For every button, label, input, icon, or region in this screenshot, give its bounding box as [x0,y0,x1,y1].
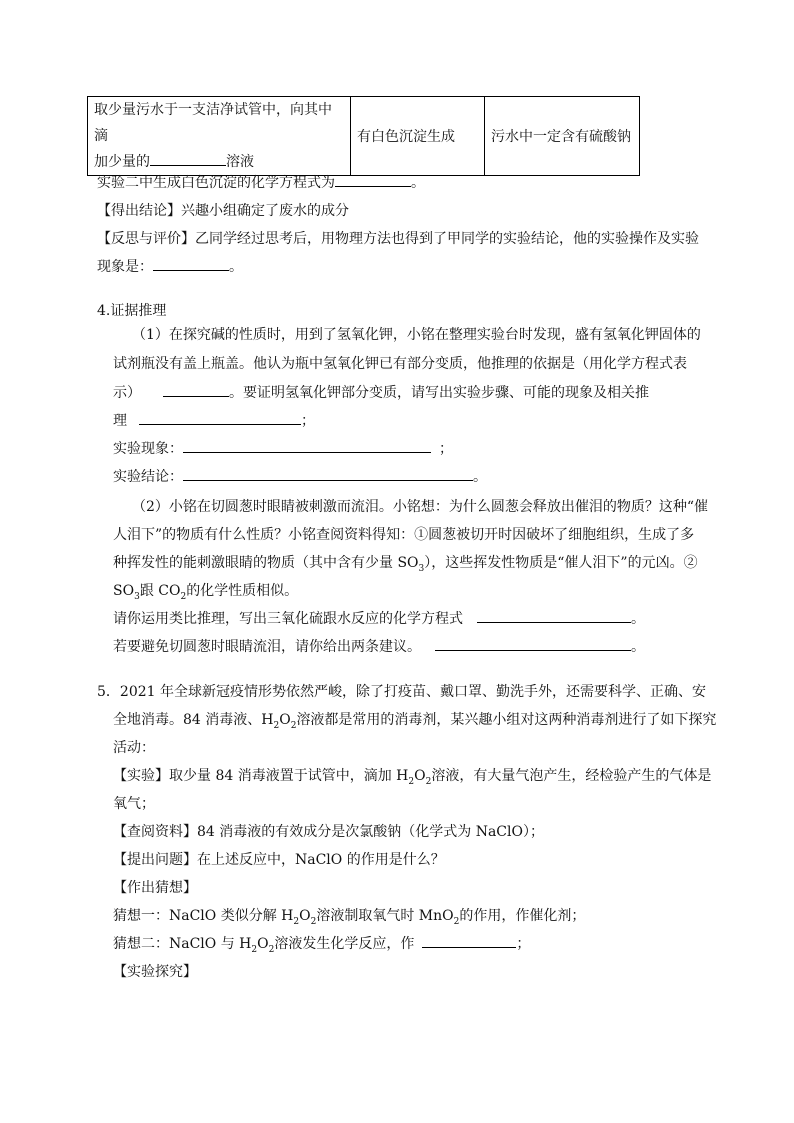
answer-blank[interactable] [139,410,301,425]
answer-blank[interactable] [163,382,229,397]
conclusion-cell: 污水中一定含有硫酸钠 [485,97,640,176]
answer-blank[interactable] [435,636,631,651]
q5-guess-2: 猜想二：NaClO 与 $H_2O_2$溶液发生化学反应，作 ； [113,933,530,955]
q5-reference: 【查阅资料】84 消毒液的有效成分是次氯酸钠（化学式为 NaClO）； [113,824,544,840]
q5-experiment: 【实验】取少量 84 消毒液置于试管中，滴加 $H_2O_2$溶液，有大量气泡产生，经检验产生的气体是 [113,768,712,787]
answer-blank[interactable] [477,608,631,623]
q4-question-b: 若要避免切圆葱时眼睛流泪，请你给出两条建议。 。 [113,636,645,656]
q5-line-2: 全地消毒。84 消毒液、$H_2O_2$溶液都是常用的消毒剂，某兴趣小组对这两种消毒剂进行了如下探究 [113,712,717,731]
operation-line-1: 取少量污水于一支洁净试管中，向其中滴 [94,102,332,144]
phenomenon-cell: 有白色沉淀生成 [351,97,485,176]
operation-suffix: 溶液 [226,154,254,170]
answer-blank[interactable] [153,256,229,271]
q4-p1-line-2: 试剂瓶没有盖上瓶盖。他认为瓶中氢氧化钾已有部分变质，他推理的依据是（用化学方程式表 [113,356,687,372]
q5-question: 【提出问题】在上述反应中，NaClO 的作用是什么？ [113,852,445,868]
table-row [88,97,640,176]
answer-blank[interactable] [335,172,411,187]
conclusion-heading: 【得出结论】兴趣小组确定了废水的成分 [97,203,349,219]
answer-blank[interactable] [183,466,473,481]
q4-p2-line-2: 人泪下”的物质有什么性质？小铭查阅资料得知：①圆葱被切开时因破坏了细胞组织，生成了多 [113,527,695,543]
q4-question-a: 请你运用类比推理，写出三氧化硫跟水反应的化学方程式 。 [113,608,645,628]
answer-blank[interactable] [183,438,431,453]
q4-p1-line-4: 理 ； [113,410,315,430]
q4-p2-line-4: $SO_3$跟 $CO_2$的化学性质相似。 [113,583,299,602]
q5-line-3: 活动： [113,740,155,756]
operation-cell [88,97,351,176]
experiment-table [87,96,640,176]
reflection-line-2: 现象是： 。 [97,256,243,276]
question-4-title: 4.证据推理 [97,303,167,319]
answer-blank[interactable] [422,933,516,948]
q4-phenomenon: 实验现象： ； [113,438,453,458]
q4-conclusion: 实验结论： 。 [113,466,487,486]
reflection-line-1: 【反思与评价】乙同学经过思考后，用物理方法也得到了甲同学的实验结论，他的实验操作及实验 [97,231,699,247]
q4-p1-line-3: 示） 。要证明氢氧化钾部分变质，请写出实验步骤、可能的现象及相关推 [113,382,649,402]
q5-guess-1: 猜想一：NaClO 类似分解 $H_2O_2$溶液制取氧气时 MnO$_2$的作用，作催化剂； [113,908,586,927]
q5-explore-heading: 【实验探究】 [113,964,197,980]
answer-blank[interactable] [150,151,226,166]
q5-line-1: 5．2021 年全球新冠疫情形势依然严峻，除了打疫苗、戴口罩、勤洗手外，还需要科学、正确、安 [97,684,706,700]
q4-p1-line-1: （1）在探究碱的性质时，用到了氢氧化钾，小铭在整理实验台时发现，盛有氢氧化钾固体的 [132,327,701,343]
equation-prompt: 实验二中生成白色沉淀的化学方程式为 。 [97,172,425,192]
q5-experiment-line-2: 氧气； [113,796,155,812]
q5-hypothesis-heading: 【作出猜想】 [113,880,197,896]
q4-p2-line-1: （2）小铭在切圆葱时眼睛被刺激而流泪。小铭想：为什么圆葱会释放出催泪的物质？这种“催 [132,499,709,515]
q4-p2-line-3: 种挥发性的能刺激眼睛的物质（其中含有少量 $SO_3$），这些挥发性物质是“催人泪下”的元凶。② [113,555,698,574]
operation-line-2: 加少量的 [94,154,150,170]
